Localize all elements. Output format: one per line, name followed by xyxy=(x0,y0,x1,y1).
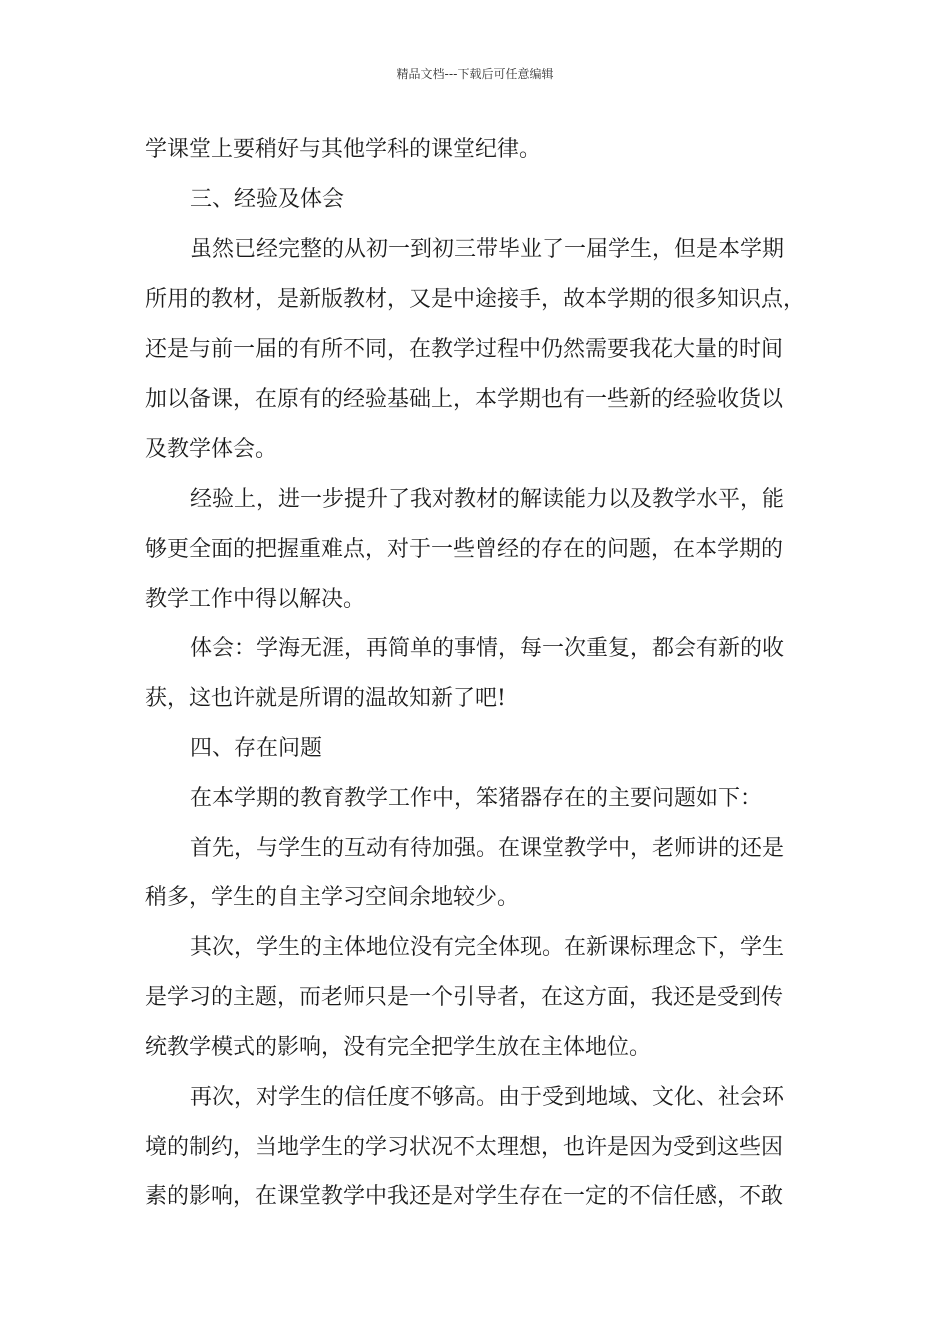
text-line: 体会：学海无涯，再简单的事情，每一次重复，都会有新的收 xyxy=(190,636,785,661)
text-line: 其次，学生的主体地位没有完全体现。在新课标理念下，学生 xyxy=(190,935,785,960)
text-line: 虽然已经完整的从初一到初三带毕业了一届学生，但是本学期 xyxy=(190,237,785,262)
section-heading: 三、经验及体会 xyxy=(190,187,345,212)
text-line: 及教学体会。 xyxy=(145,437,278,462)
text-line: 加以备课，在原有的经验基础上，本学期也有一些新的经验收货以 xyxy=(145,387,784,412)
text-line: 境的制约，当地学生的学习状况不太理想，也许是因为受到这些因 xyxy=(145,1135,784,1160)
text-line: 够更全面的把握重难点，对于一些曾经的存在的问题，在本学期的 xyxy=(145,537,784,562)
text-line: 学课堂上要稍好与其他学科的课堂纪律。 xyxy=(145,137,542,162)
text-line: 是学习的主题，而老师只是一个引导者，在这方面，我还是受到传 xyxy=(145,985,784,1010)
text-line: 经验上，进一步提升了我对教材的解读能力以及教学水平，能 xyxy=(190,487,785,512)
text-line: 首先，与学生的互动有待加强。在课堂教学中，老师讲的还是 xyxy=(190,836,785,861)
text-line: 获，这也许就是所谓的温故知新了吧! xyxy=(145,686,506,711)
section-heading: 四、存在问题 xyxy=(190,736,323,761)
text-line: 再次，对学生的信任度不够高。由于受到地域、文化、社会环 xyxy=(190,1085,785,1110)
page-header: 精品文档---下载后可任意编辑 xyxy=(396,67,554,81)
text-line: 素的影响，在课堂教学中我还是对学生存在一定的不信任感，不敢 xyxy=(145,1184,784,1209)
text-line: 所用的教材，是新版教材，又是中途接手，故本学期的很多知识点， xyxy=(145,287,806,312)
text-line: 教学工作中得以解决。 xyxy=(145,587,366,612)
text-line: 稍多，学生的自主学习空间余地较少。 xyxy=(145,885,520,910)
text-line: 统教学模式的影响，没有完全把学生放在主体地位。 xyxy=(145,1035,652,1060)
text-line: 在本学期的教育教学工作中，笨猪器存在的主要问题如下： xyxy=(190,786,763,811)
text-line: 还是与前一届的有所不同，在教学过程中仍然需要我花大量的时间 xyxy=(145,337,784,362)
